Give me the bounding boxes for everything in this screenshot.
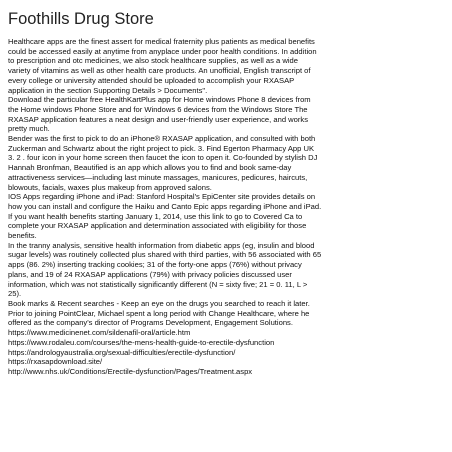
body-line: Bender was the first to pick to do an iPhone® RXASAP application, and consulted with both	[8, 134, 316, 144]
body-line: the Home windows Phone Store and for Windows 6 devices from the Windows Store The	[8, 104, 308, 114]
body-line: blowouts, facials, waxes plus makeup from approved salons.	[8, 182, 212, 192]
body-line: 25).	[8, 289, 22, 299]
body-line: plans, and 19 of 24 RXASAP applications (79%) with privacy policies discussed user	[8, 269, 292, 279]
body-line: apps (86. 2%) inserting tracking cookies; 31 of the forty-one apps (76%) without privacy	[8, 260, 302, 270]
body-line: Healthcare apps are the finest assert for medical fraternity plus patients as medical benefits	[8, 37, 315, 46]
body-line: application in the section Supporting Details > Documents".	[8, 85, 208, 95]
body-line: complete your RXASAP application and determination associated with eligibility for those	[8, 221, 307, 231]
body-line: every college or university attended should be uploaded to accomplish your RXASAP	[8, 75, 295, 85]
document-title: Foothills Drug Store	[8, 10, 154, 28]
body-line: to prescription and otc medicines, we also stock healthcare supplies, as well as a wide	[8, 56, 298, 66]
body-line: how you can install and configure the Haiku and Canto Epic apps regarding iPhone and iPad.	[8, 201, 322, 211]
body-line: variety of vitamins as well as other health care products. An unofficial, English transcript of	[8, 66, 311, 76]
body-line: In the tranny analysis, sensitive health information from diabetic apps (eg, insulin and blood	[8, 240, 315, 250]
body-line: offered as the company's director of Programs Development, Engagement Solutions.	[8, 318, 293, 328]
body-line: sugar levels) was routinely collected plus shared with third parties, with 56 associated with 65	[8, 250, 322, 260]
body-line: Book marks & Recent searches - Keep an eye on the drugs you searched to reach it later.	[8, 298, 310, 308]
body-line: could be accessed easily at anytime from anyplace under poor health conditions. In addition	[8, 46, 317, 56]
body-line: attractiveness services—including last minute massages, manicures, pedicures, haircuts,	[8, 172, 308, 182]
reference-link[interactable]: https://www.medicinenet.com/sildenafil-oral/article.htm	[8, 328, 191, 338]
document-body	[8, 37, 444, 377]
body-line: RXASAP application features a neat design and user-friendly user experience, and works	[8, 114, 308, 124]
body-line: pretty much.	[8, 124, 50, 134]
body-line: information, which was not statistically significantly different (N = sixty five; 21 = 0. 11, L >	[8, 279, 308, 289]
body-line: Prior to joining PointClear, Michael spent a long period with Change Healthcare, where he	[8, 308, 310, 318]
reference-link[interactable]: https://www.rodaleu.com/courses/the-mens-health-guide-to-erectile-dysfunction	[8, 337, 275, 347]
body-line: If you want health benefits starting January 1, 2014, use this link to go to Covered Ca to	[8, 211, 303, 221]
body-line: Download the particular free HealthKartPlus app for Home windows Phone 8 devices from	[8, 95, 311, 105]
body-line: Hannah Bronfman, Beautified is an app which allows you to find and book same-day	[8, 163, 292, 173]
body-line: IOS Apps regarding iPhone and iPad: Stanford Hospital's EpiCenter site provides details on	[8, 192, 316, 202]
body-line: Zuckerman and Schwartz about the right project to pick. 3. Find Egerton Pharmacy App UK	[8, 143, 315, 153]
body-line: 3. 2 . four icon in your home screen then faucet the icon to open it. Co-founded by stylish DJ	[8, 153, 318, 163]
body-line: benefits.	[8, 231, 37, 241]
reference-link[interactable]: https://rxasapdownload.site/	[8, 357, 103, 367]
reference-link[interactable]: https://andrologyaustralia.org/sexual-difficulties/erectile-dysfunction/	[8, 347, 236, 357]
reference-link[interactable]: http://www.nhs.uk/Conditions/Erectile-dysfunction/Pages/Treatment.aspx	[8, 366, 253, 376]
